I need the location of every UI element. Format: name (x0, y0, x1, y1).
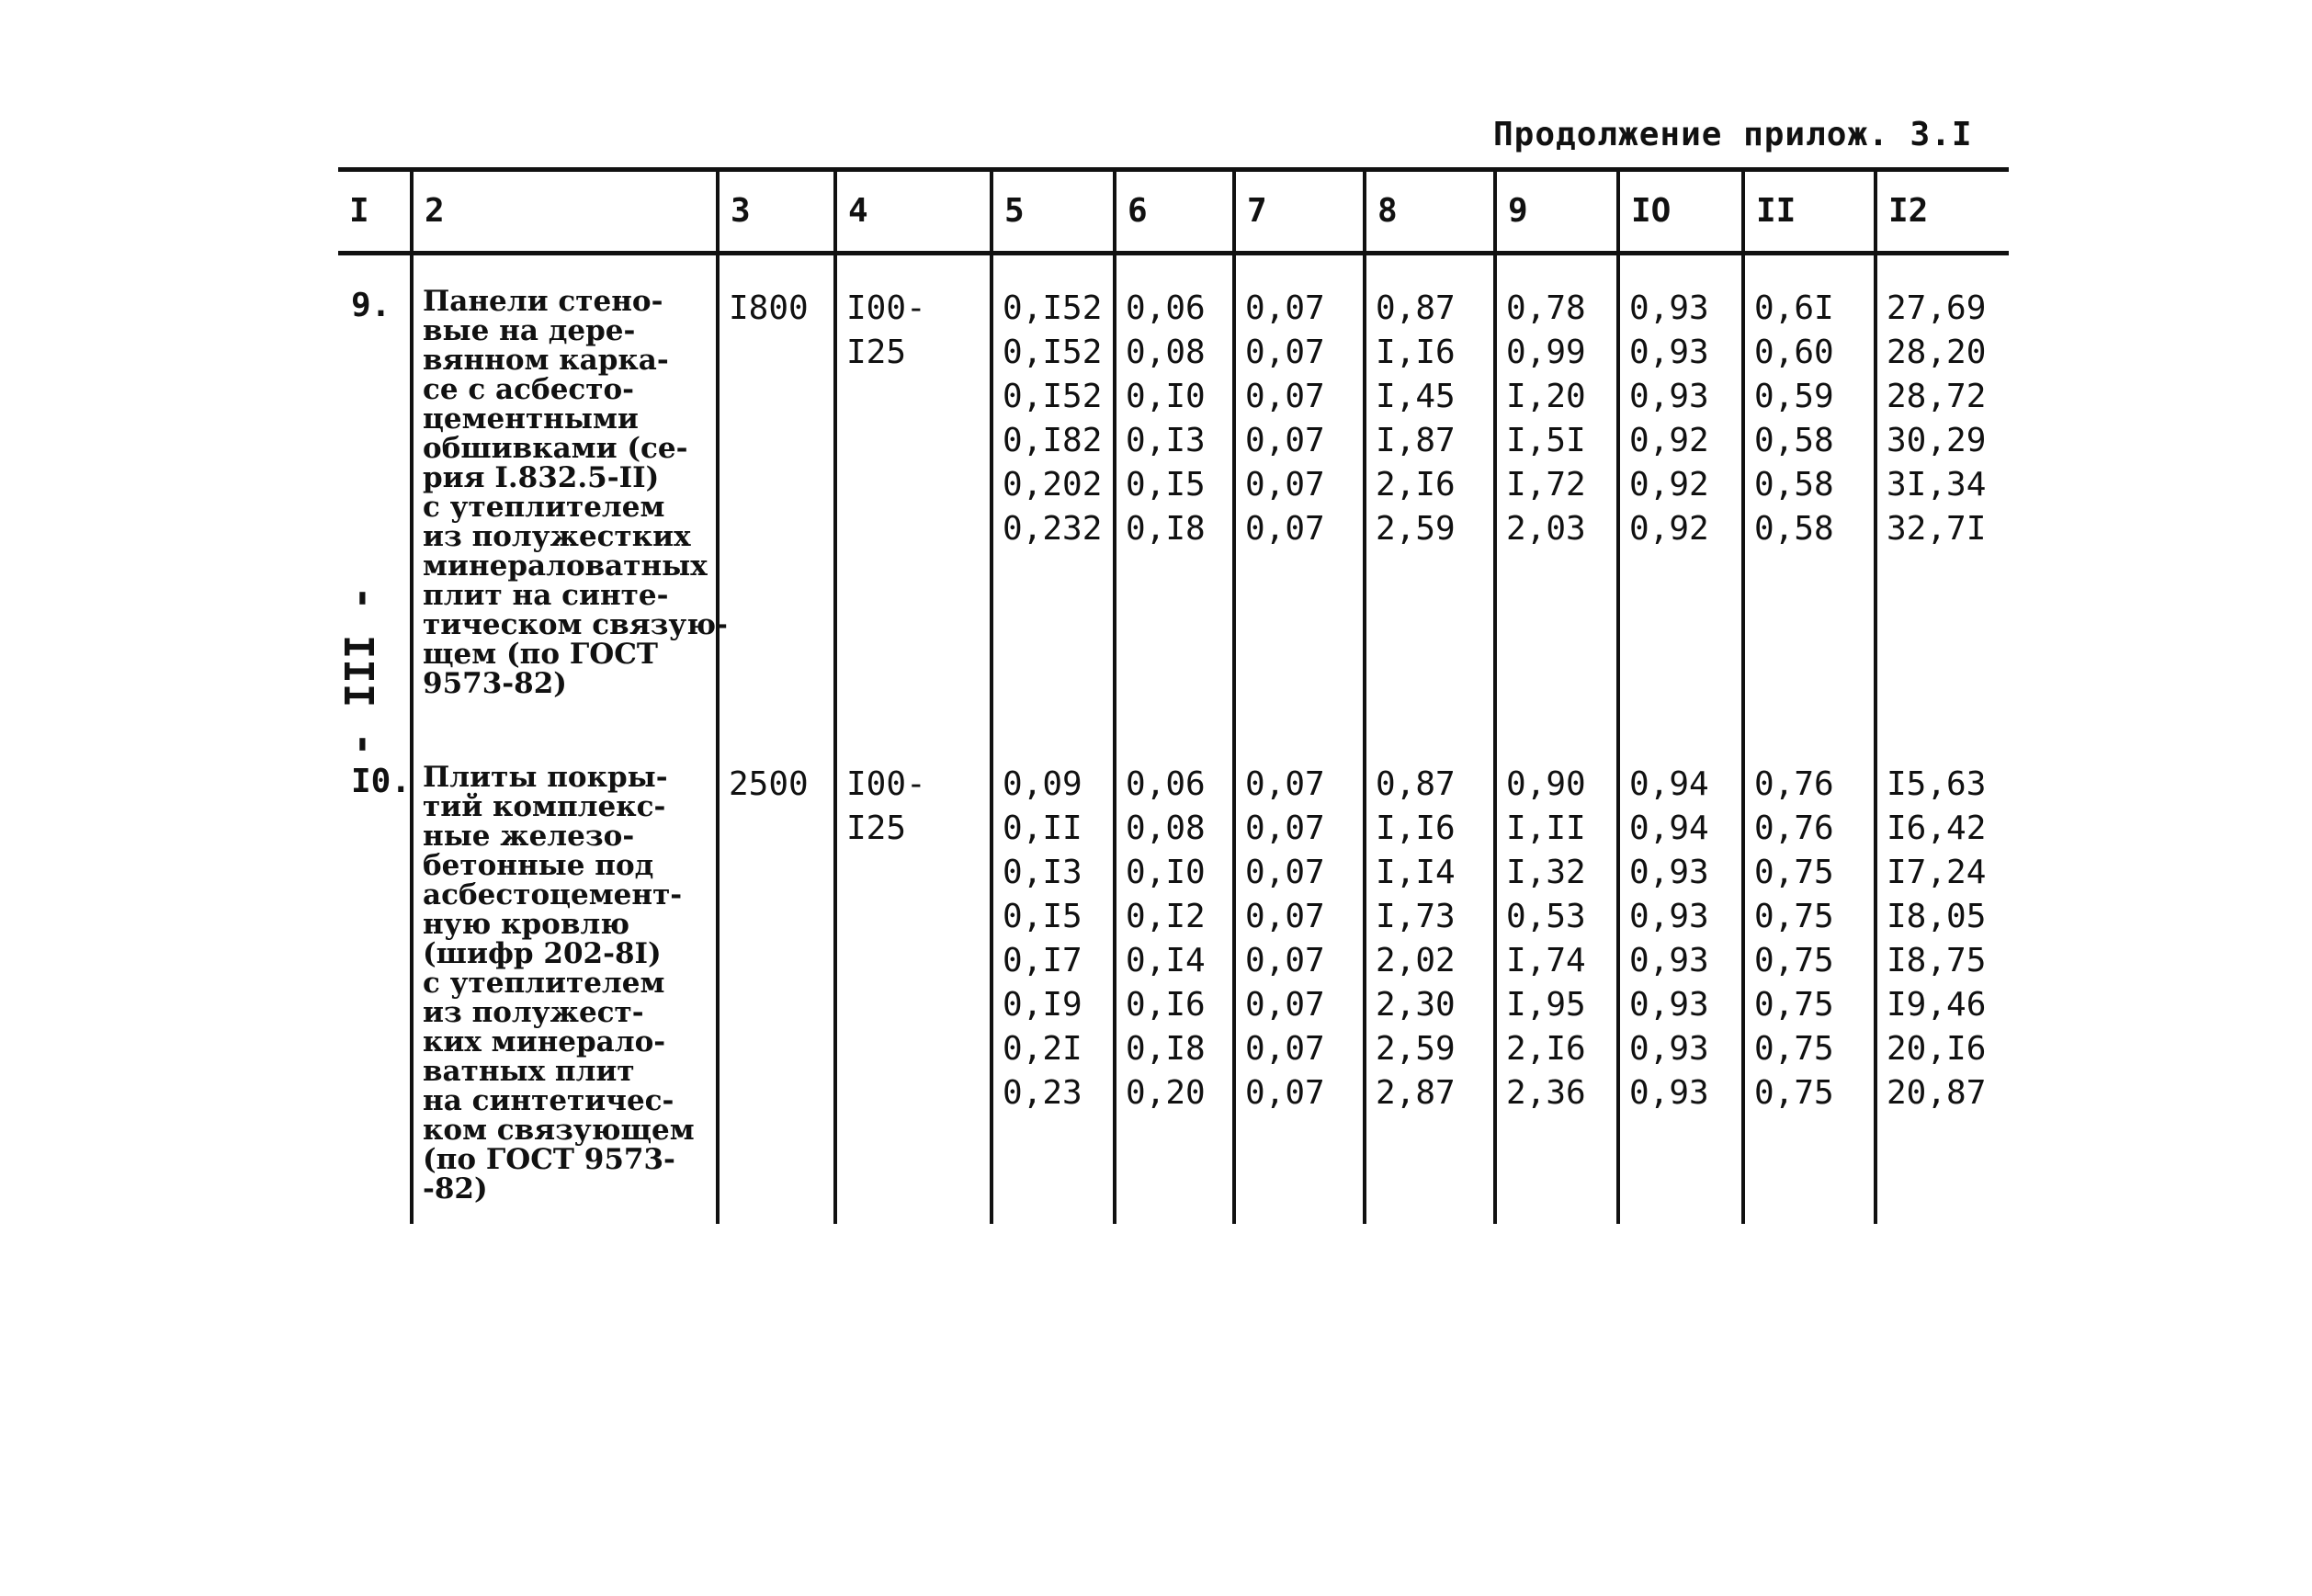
cell-value: 0,23 (1003, 1074, 1082, 1112)
cell-value: 0,07 (1245, 510, 1325, 548)
column-header: I (338, 170, 412, 254)
table-body (338, 254, 2009, 1225)
cell-value: 0,93 (1629, 898, 1709, 935)
cell-value: 0,6I (1754, 289, 1834, 327)
cell-value: 0,93 (1629, 289, 1709, 327)
cell-value: I,87 (1376, 422, 1456, 459)
data-table (338, 167, 2009, 1224)
cell-value: 0,08 (1126, 809, 1206, 847)
cell-value: I,45 (1376, 378, 1456, 415)
cell-value: 0,232 (1003, 510, 1103, 548)
cell-value: 0,75 (1754, 942, 1834, 979)
table-row (338, 735, 2009, 1224)
cell-value: 2,30 (1376, 986, 1456, 1024)
continuation-header: Продолжение прилож. 3.I (1493, 116, 1973, 153)
description-line: ком связующем (423, 1114, 695, 1147)
cell-value: 0,93 (1629, 378, 1709, 415)
cell-value: 0,99 (1506, 334, 1586, 371)
col-6-cell (1115, 254, 1234, 736)
cell-value: I,I6 (1376, 809, 1456, 847)
cell-value: 0,07 (1245, 942, 1325, 979)
description-line: из полужестких (423, 520, 691, 553)
cell-value: 0,59 (1754, 378, 1834, 415)
column-header: 7 (1234, 170, 1365, 254)
cell-value: 0,I52 (1003, 334, 1103, 371)
cell-value: 0,07 (1245, 809, 1325, 847)
cell-value: 0,07 (1245, 1074, 1325, 1112)
cell-value: 0,I6 (1126, 986, 1206, 1024)
description-line: тий комплекс- (423, 790, 666, 823)
cell-value: I,32 (1506, 854, 1586, 891)
cell-value: 0,75 (1754, 1074, 1834, 1112)
cell-value: 27,69 (1887, 289, 1987, 327)
row-number: I0. (351, 763, 412, 800)
cell-value: 0,60 (1754, 334, 1834, 371)
cell-value: I6,42 (1887, 809, 1987, 847)
col-8-cell (1365, 254, 1495, 736)
description-line: ких минерало- (423, 1025, 666, 1058)
cell-value: 0,58 (1754, 510, 1834, 548)
col-4-value: I00-I25 (835, 254, 992, 736)
cell-value: 0,94 (1629, 809, 1709, 847)
cell-value: 0,I0 (1126, 378, 1206, 415)
col-11-cell (1743, 735, 1876, 1224)
cell-value: 0,07 (1245, 854, 1325, 891)
cell-value: 2,87 (1376, 1074, 1456, 1112)
cell-value: 0,75 (1754, 854, 1834, 891)
cell-value: 0,75 (1754, 986, 1834, 1024)
cell-value: 0,07 (1245, 422, 1325, 459)
cell-value: 2,59 (1376, 1030, 1456, 1068)
cell-value: 0,93 (1629, 854, 1709, 891)
cell-value: 0,07 (1245, 378, 1325, 415)
col-3-value: I800 (718, 254, 835, 736)
cell-value: 0,93 (1629, 1030, 1709, 1068)
cell-value: I,II (1506, 809, 1586, 847)
cell-value: 0,93 (1629, 986, 1709, 1024)
cell-value: 0,90 (1506, 765, 1586, 803)
description-line: бетонные под (423, 849, 654, 882)
cell-value: 0,93 (1629, 942, 1709, 979)
cell-value: I5,63 (1887, 765, 1987, 803)
cell-value: 20,87 (1887, 1074, 1987, 1112)
description-line: Плиты покры- (423, 761, 668, 794)
column-header: 2 (412, 170, 718, 254)
cell-value: 2,59 (1376, 510, 1456, 548)
cell-value: 0,I8 (1126, 510, 1206, 548)
column-header: 3 (718, 170, 835, 254)
cell-value: 0,07 (1245, 898, 1325, 935)
description-line: обшивками (се- (423, 432, 688, 465)
column-header: 6 (1115, 170, 1234, 254)
col-5-cell (992, 735, 1115, 1224)
cell-value: 0,I7 (1003, 942, 1082, 979)
cell-value: 0,I3 (1003, 854, 1082, 891)
cell-value: 0,07 (1245, 289, 1325, 327)
cell-value: 2,I6 (1506, 1030, 1586, 1068)
row-description (412, 735, 718, 1224)
column-header: II (1743, 170, 1876, 254)
col-11-cell (1743, 254, 1876, 736)
cell-value: 0,53 (1506, 898, 1586, 935)
cell-value: I8,75 (1887, 942, 1987, 979)
cell-value: 20,I6 (1887, 1030, 1987, 1068)
cell-value: 0,I2 (1126, 898, 1206, 935)
side-page-number: - III - (337, 585, 385, 757)
cell-value: 0,I8 (1126, 1030, 1206, 1068)
description-line: щем (по ГОСТ (423, 638, 658, 671)
cell-value: 0,07 (1245, 334, 1325, 371)
description-line: ную кровлю (423, 908, 630, 941)
table-container (338, 167, 2009, 1224)
cell-value: 0,75 (1754, 898, 1834, 935)
description-line: -82) (423, 1172, 488, 1205)
cell-value: I9,46 (1887, 986, 1987, 1024)
cell-value: 2,02 (1376, 942, 1456, 979)
cell-value: 0,07 (1245, 1030, 1325, 1068)
cell-value: 0,06 (1126, 289, 1206, 327)
column-header: 4 (835, 170, 992, 254)
cell-value: 0,92 (1629, 510, 1709, 548)
cell-value: 0,I5 (1003, 898, 1082, 935)
cell-value: 0,I4 (1126, 942, 1206, 979)
cell-value: 0,07 (1245, 466, 1325, 504)
cell-value: 0,2I (1003, 1030, 1082, 1068)
column-header: 8 (1365, 170, 1495, 254)
col-12-cell (1876, 735, 2009, 1224)
description-line: на синтетичес- (423, 1084, 674, 1117)
description-line: (шифр 202-8I) (423, 937, 662, 970)
column-header: 5 (992, 170, 1115, 254)
cell-value: 0,76 (1754, 809, 1834, 847)
cell-value: I,5I (1506, 422, 1586, 459)
cell-value: 0,I82 (1003, 422, 1103, 459)
column-header: IO (1618, 170, 1743, 254)
col-4-value: I00-I25 (835, 735, 992, 1224)
cell-value: 0,I52 (1003, 378, 1103, 415)
col-10-cell (1618, 254, 1743, 736)
cell-value: I,I6 (1376, 334, 1456, 371)
cell-value: 28,72 (1887, 378, 1987, 415)
cell-value: I7,24 (1887, 854, 1987, 891)
header-row (338, 170, 2009, 254)
cell-value: 2,36 (1506, 1074, 1586, 1112)
cell-value: 0,20 (1126, 1074, 1206, 1112)
cell-value: 0,92 (1629, 466, 1709, 504)
cell-value: 32,7I (1887, 510, 1987, 548)
col-9-cell (1495, 735, 1618, 1224)
cell-value: 0,I5 (1126, 466, 1206, 504)
cell-value: 0,08 (1126, 334, 1206, 371)
description-line: рия I.832.5-II) (423, 461, 660, 494)
description-line: плит на синте- (423, 579, 669, 612)
description-line: тическом связую- (423, 608, 728, 641)
cell-value: 0,94 (1629, 765, 1709, 803)
cell-value: 0,09 (1003, 765, 1082, 803)
cell-value: I,72 (1506, 466, 1586, 504)
cell-value: 0,93 (1629, 1074, 1709, 1112)
description-line: вянном карка- (423, 344, 669, 377)
cell-value: 0,87 (1376, 289, 1456, 327)
description-line: ные железо- (423, 820, 635, 853)
cell-value: I,I4 (1376, 854, 1456, 891)
column-header: I2 (1876, 170, 2009, 254)
cell-value: I,73 (1376, 898, 1456, 935)
cell-value: 0,07 (1245, 986, 1325, 1024)
cell-value: 0,I3 (1126, 422, 1206, 459)
cell-value: 0,76 (1754, 765, 1834, 803)
row-description (412, 254, 728, 736)
description-line: минераловатных (423, 549, 708, 583)
cell-value: 2,03 (1506, 510, 1586, 548)
cell-value: 0,07 (1245, 765, 1325, 803)
col-9-cell (1495, 254, 1618, 736)
col-12-cell (1876, 254, 2009, 736)
table-row (338, 254, 2009, 736)
cell-value: I,95 (1506, 986, 1586, 1024)
description-line: Панели стено- (423, 285, 663, 318)
col-3-value: 2500 (718, 735, 835, 1224)
cell-value: 0,06 (1126, 765, 1206, 803)
cell-value: 0,58 (1754, 466, 1834, 504)
description-line: ватных плит (423, 1055, 635, 1088)
column-header: 9 (1495, 170, 1618, 254)
col-7-cell (1234, 735, 1365, 1224)
description-line: цементными (423, 402, 639, 436)
cell-value: 0,75 (1754, 1030, 1834, 1068)
cell-value: I8,05 (1887, 898, 1987, 935)
col-10-cell (1618, 735, 1743, 1224)
col-8-cell (1365, 735, 1495, 1224)
cell-value: 3I,34 (1887, 466, 1987, 504)
cell-value: 0,I9 (1003, 986, 1082, 1024)
cell-value: 0,II (1003, 809, 1082, 847)
row-number: 9. (351, 287, 391, 324)
cell-value: 0,93 (1629, 334, 1709, 371)
cell-value: 0,92 (1629, 422, 1709, 459)
col-6-cell (1115, 735, 1234, 1224)
cell-value: 0,58 (1754, 422, 1834, 459)
description-line: с утеплителем (423, 491, 665, 524)
col-5-cell (992, 254, 1115, 736)
cell-value: 0,87 (1376, 765, 1456, 803)
col-7-cell (1234, 254, 1365, 736)
description-line: 9573-82) (423, 667, 567, 700)
cell-value: 28,20 (1887, 334, 1987, 371)
description-line: из полужест- (423, 996, 644, 1029)
cell-value: I,20 (1506, 378, 1586, 415)
cell-value: 2,I6 (1376, 466, 1456, 504)
cell-value: 0,202 (1003, 466, 1103, 504)
cell-value: 30,29 (1887, 422, 1987, 459)
cell-value: 0,I0 (1126, 854, 1206, 891)
cell-value: 0,I52 (1003, 289, 1103, 327)
description-line: се с асбесто- (423, 373, 635, 406)
description-line: с утеплителем (423, 967, 665, 1000)
cell-value: 0,78 (1506, 289, 1586, 327)
description-line: (по ГОСТ 9573- (423, 1143, 675, 1176)
cell-value: I,74 (1506, 942, 1586, 979)
description-line: вые на дере- (423, 314, 636, 347)
description-line: асбестоцемент- (423, 878, 683, 911)
